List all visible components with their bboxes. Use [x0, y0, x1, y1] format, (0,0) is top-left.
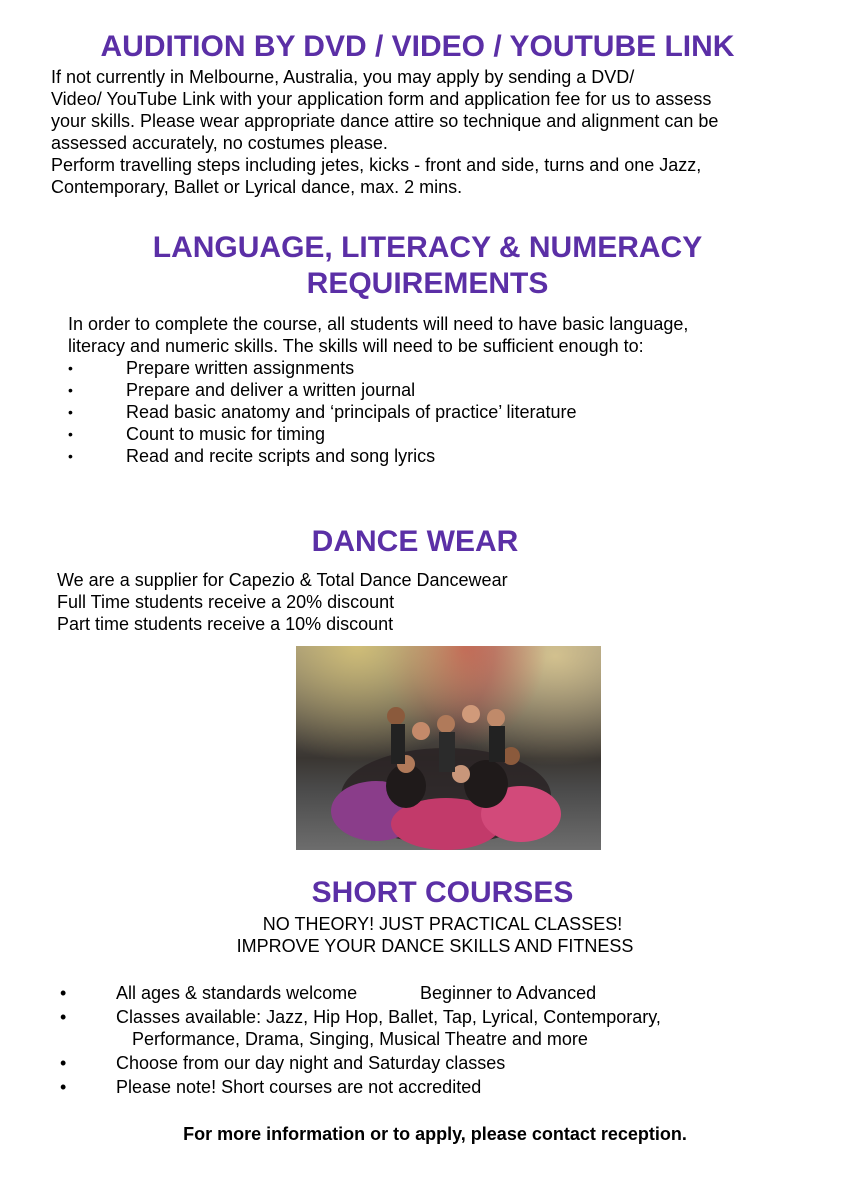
- list-item-text: Please note! Short courses are not accredited: [116, 1077, 482, 1097]
- dancewear-line: Part time students receive a 10% discount: [57, 614, 394, 634]
- list-item-text: Classes available: Jazz, Hip Hop, Ballet, Tap, Lyrical, Contemporary,: [116, 1007, 661, 1027]
- list-item-text: Prepare and deliver a written journal: [126, 380, 416, 400]
- dancers-illustration: [296, 646, 601, 850]
- short-courses-sub2: IMPROVE YOUR DANCE SKILLS AND FITNESS: [236, 936, 634, 956]
- bullet-icon: •: [68, 382, 73, 398]
- bullet-icon: •: [60, 1077, 67, 1097]
- list-item: [68, 401, 577, 423]
- dancewear-heading: DANCE WEAR: [311, 525, 519, 558]
- literacy-intro-line: In order to complete the course, all students will need to have basic language,: [68, 314, 689, 334]
- list-item: [68, 379, 577, 401]
- literacy-heading-line1: LANGUAGE, LITERACY & NUMERACY: [152, 231, 703, 264]
- literacy-heading: [0, 230, 845, 302]
- audition-body: [51, 66, 718, 198]
- list-item-text: Choose from our day night and Saturday classes: [116, 1053, 506, 1073]
- bullet-icon: •: [68, 360, 73, 376]
- audition-line: Perform travelling steps including jetes, kicks - front and side, turns and one Jazz,: [51, 155, 702, 175]
- short-courses-heading: SHORT COURSES: [311, 876, 574, 909]
- audition-line: your skills. Please wear appropriate dance attire so technique and alignment can be: [51, 111, 719, 131]
- literacy-heading-line2: REQUIREMENTS: [306, 267, 549, 300]
- list-item: [68, 445, 577, 467]
- literacy-intro-line: literacy and numeric skills. The skills will need to be sufficient enough to:: [68, 336, 644, 356]
- audition-line: Video/ YouTube Link with your application form and application fee for us to assess: [51, 89, 712, 109]
- audition-line: assessed accurately, no costumes please.: [51, 133, 388, 153]
- list-item-text: Count to music for timing: [126, 424, 326, 444]
- list-item-text: All ages & standards welcome: [116, 983, 358, 1003]
- dancewear-line: We are a supplier for Capezio & Total Dance Dancewear: [57, 570, 508, 590]
- literacy-list: [68, 357, 577, 467]
- list-item: [68, 357, 577, 379]
- dancewear-line: Full Time students receive a 20% discount: [57, 592, 395, 612]
- list-item-text: Read and recite scripts and song lyrics: [126, 446, 436, 466]
- footer-note: For more information or to apply, please contact reception.: [183, 1124, 687, 1144]
- list-item-text: Beginner to Advanced: [420, 983, 597, 1003]
- bullet-icon: •: [68, 426, 73, 442]
- audition-line: Contemporary, Ballet or Lyrical dance, max. 2 mins.: [51, 177, 463, 197]
- bullet-icon: •: [68, 448, 73, 464]
- dancewear-body: [57, 569, 508, 635]
- bullet-icon: •: [60, 983, 67, 1003]
- bullet-icon: •: [60, 1007, 67, 1027]
- literacy-intro: [68, 313, 688, 357]
- audition-heading: AUDITION BY DVD / VIDEO / YOUTUBE LINK: [100, 30, 735, 63]
- bullet-icon: •: [60, 1053, 67, 1073]
- list-item-text: Performance, Drama, Singing, Musical Theatre and more: [132, 1029, 588, 1049]
- list-item-text: Read basic anatomy and ‘principals of practice’ literature: [126, 402, 577, 422]
- audition-line: If not currently in Melbourne, Australia, you may apply by sending a DVD/: [51, 67, 635, 87]
- list-item: [68, 423, 577, 445]
- bullet-icon: •: [68, 404, 73, 420]
- list-item-text: Prepare written assignments: [126, 358, 355, 378]
- dancers-photo: [296, 646, 601, 850]
- short-courses-sub1: NO THEORY! JUST PRACTICAL CLASSES!: [262, 914, 623, 934]
